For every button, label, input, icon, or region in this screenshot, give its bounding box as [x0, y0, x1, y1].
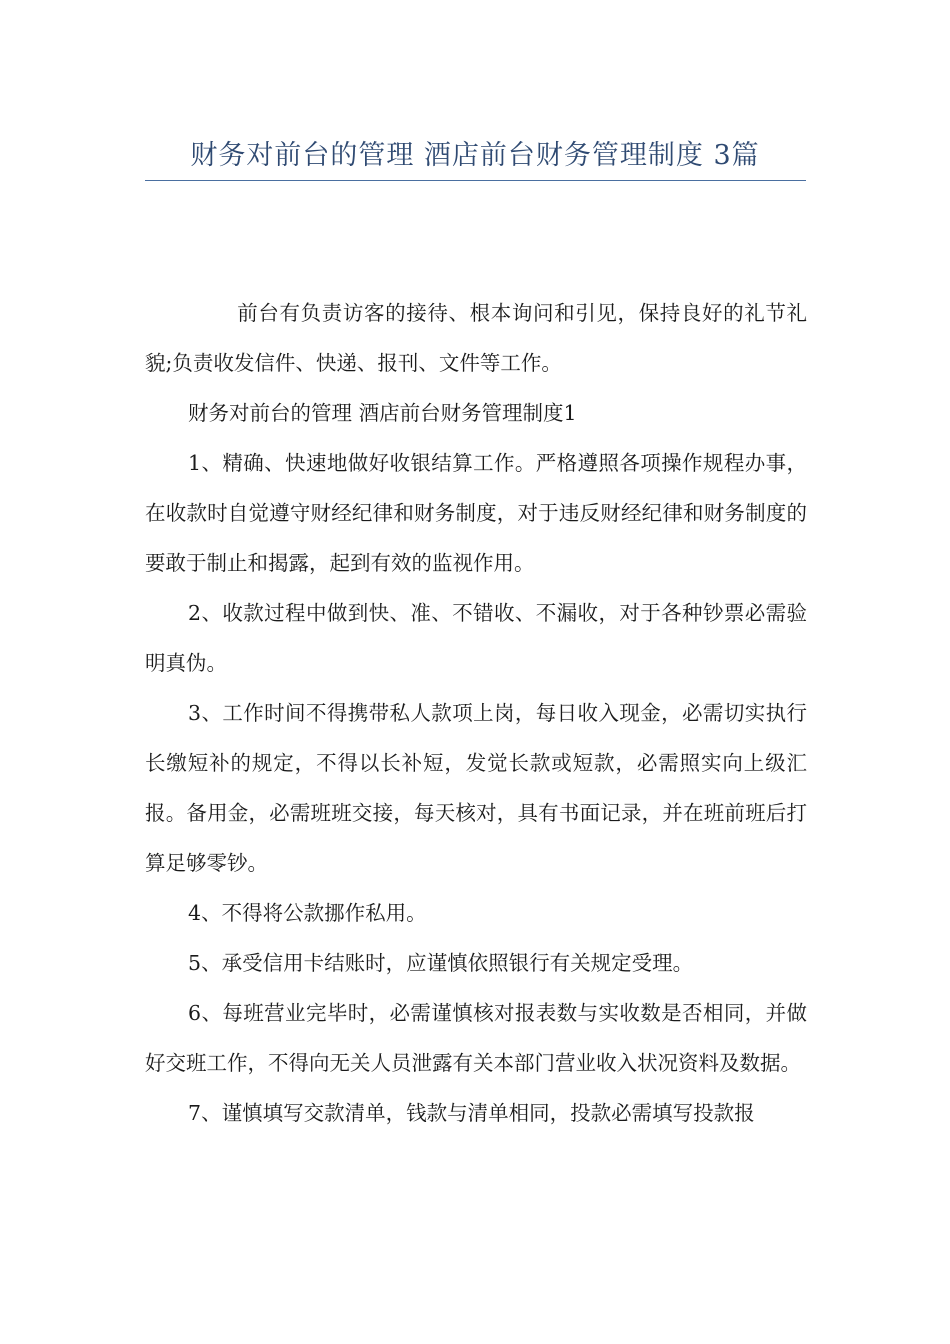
title-underline [145, 180, 806, 181]
paragraph-item-5: 5、承受信用卡结账时，应谨慎依照银行有关规定受理。 [188, 951, 694, 975]
document-title: 财务对前台的管理 酒店前台财务管理制度 3篇 [190, 140, 760, 171]
paragraph-intro: 前台有负责访客的接待、根本询问和引见，保持良好的礼节礼貌;负责收发信件、快递、报刊、文件等工作。 [145, 301, 807, 375]
paragraph-item-7: 7、谨慎填写交款清单，钱款与清单相同，投款必需填写投款报 [188, 1101, 755, 1125]
paragraph-item-6: 6、每班营业完毕时，必需谨慎核对报表数与实收数是否相同，并做好交班工作，不得向无关人员泄露有关本部门营业收入状况资料及数据。 [145, 1001, 807, 1075]
paragraph-item-4: 4、不得将公款挪作私用。 [188, 901, 427, 925]
section-heading: 财务对前台的管理 酒店前台财务管理制度1 [188, 401, 577, 425]
paragraph-item-1: 1、精确、快速地做好收银结算工作。严格遵照各项操作规程办事，在收款时自觉遵守财经纪律和财务制度，对于违反财经纪律和财务制度的要敢于制止和揭露，起到有效的监视作用。 [145, 451, 807, 575]
paragraph-item-3: 3、工作时间不得携带私人款项上岗，每日收入现金，必需切实执行长缴短补的规定，不得以长补短，发觉长款或短款，必需照实向上级汇报。备用金，必需班班交接，每天核对，具有书面记录，并在班前班后打算足够零钞。 [145, 701, 807, 875]
paragraph-item-2: 2、收款过程中做到快、准、不错收、不漏收，对于各种钞票必需验明真伪。 [145, 601, 807, 675]
document-body [145, 288, 807, 1138]
